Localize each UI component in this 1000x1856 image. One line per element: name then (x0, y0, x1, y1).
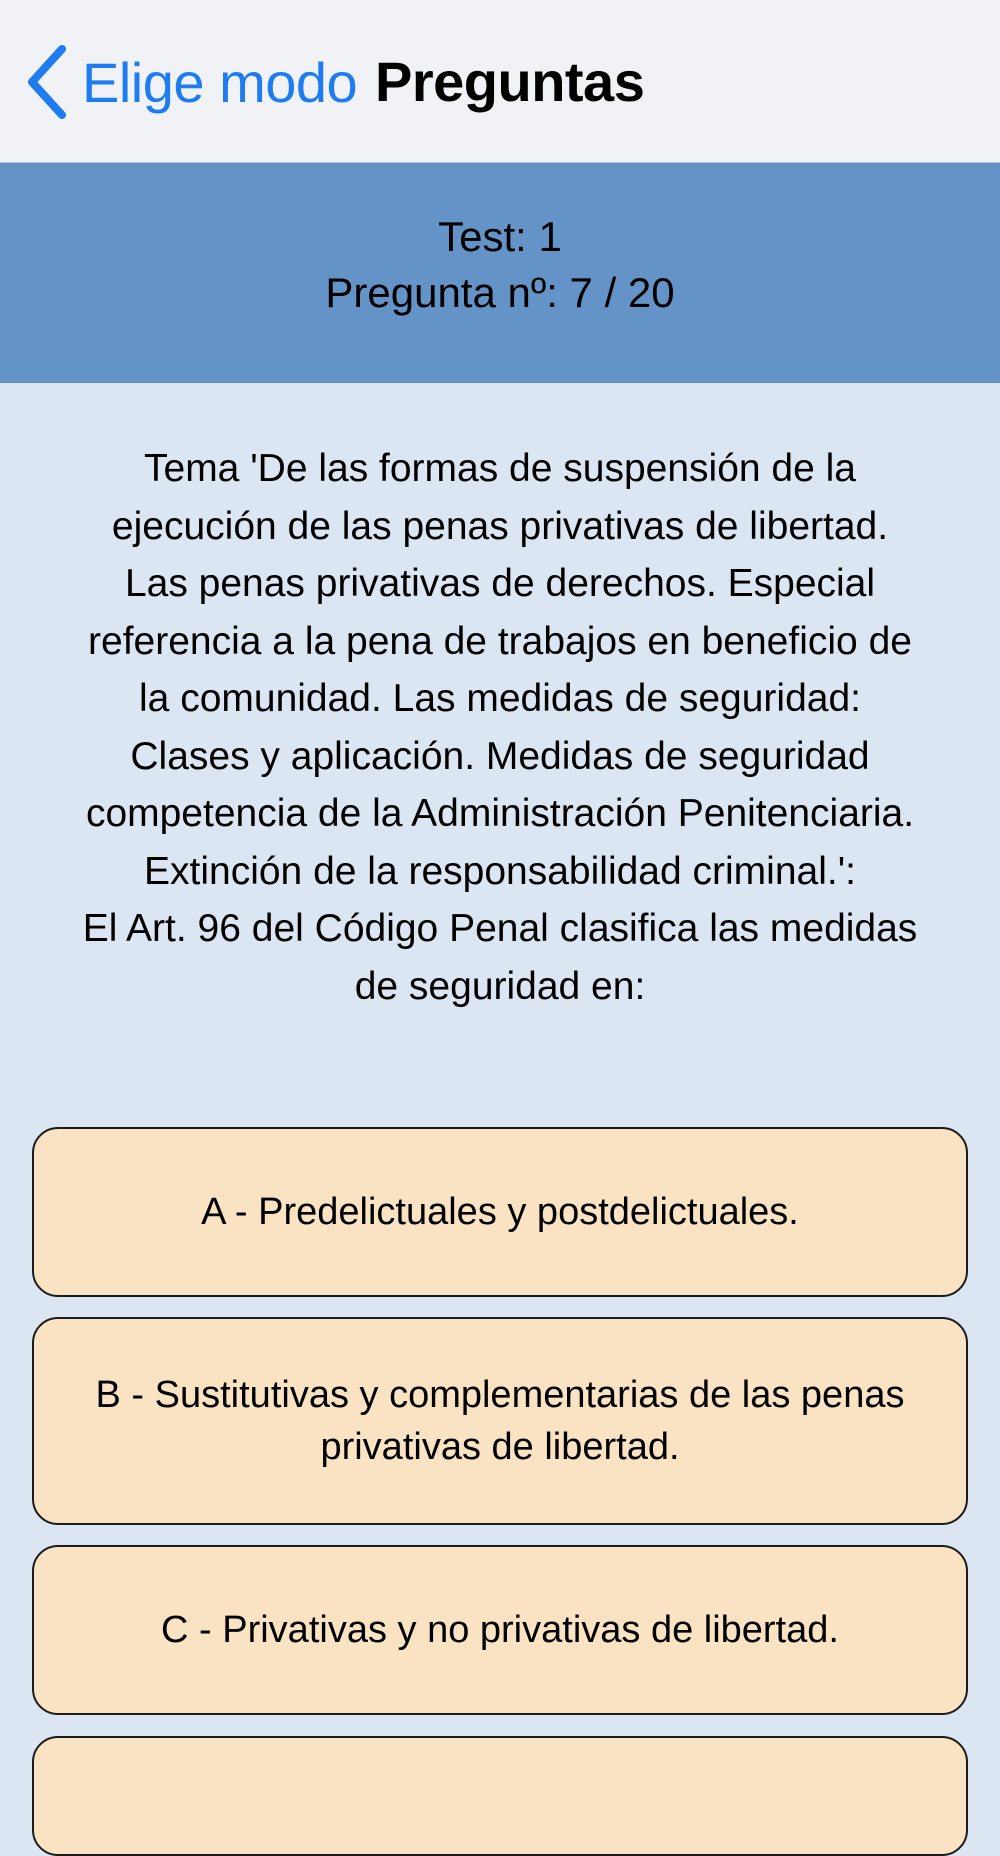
answer-option-c[interactable] (32, 1545, 968, 1715)
question-line: El Art. 96 del Código Penal clasifica las medidas (82, 907, 918, 950)
answer-line: privativas de libertad. (320, 1426, 680, 1468)
question-line: referencia a la pena de trabajos en beneficio de (88, 619, 912, 663)
answer-label (201, 1186, 799, 1238)
question-line: la comunidad. Las medidas de seguridad: (139, 677, 861, 720)
question-line: Las penas privativas de derechos. Especial (124, 562, 876, 605)
question-line: ejecución de las penas privativas de libertad. (111, 504, 889, 548)
question-line: Extinción de la responsabilidad criminal.': (144, 849, 856, 893)
question-line: Tema 'De las formas de suspensión de la (144, 447, 856, 490)
question-line: de seguridad en: (354, 964, 646, 1008)
answer-line: C - Privativas y no privativas de libertad. (161, 1609, 839, 1651)
question-line: competencia de la Administración Penitenciaria. (85, 792, 915, 835)
page-title: Preguntas (375, 50, 645, 113)
test-number: Test: 1 (438, 213, 562, 260)
navigation-bar (0, 0, 1000, 163)
chevron-left-icon (24, 43, 70, 121)
answer-line: A - Predelictuales y postdelictuales. (201, 1191, 799, 1233)
answer-option-a[interactable] (32, 1127, 968, 1297)
question-counter: Pregunta nº: 7 / 20 (325, 269, 675, 316)
question-text (30, 440, 970, 1015)
back-button[interactable] (24, 40, 357, 124)
question-line: Clases y aplicación. Medidas de seguridad (130, 734, 870, 778)
answer-label (161, 1604, 839, 1656)
back-button-label: Elige modo (82, 50, 358, 114)
answer-option-d[interactable] (32, 1736, 968, 1856)
answer-option-b[interactable] (32, 1317, 968, 1525)
answer-line: B - Sustitutivas y complementarias de las penas (95, 1374, 905, 1416)
answer-label (96, 1369, 905, 1473)
test-info-header (0, 163, 1000, 383)
